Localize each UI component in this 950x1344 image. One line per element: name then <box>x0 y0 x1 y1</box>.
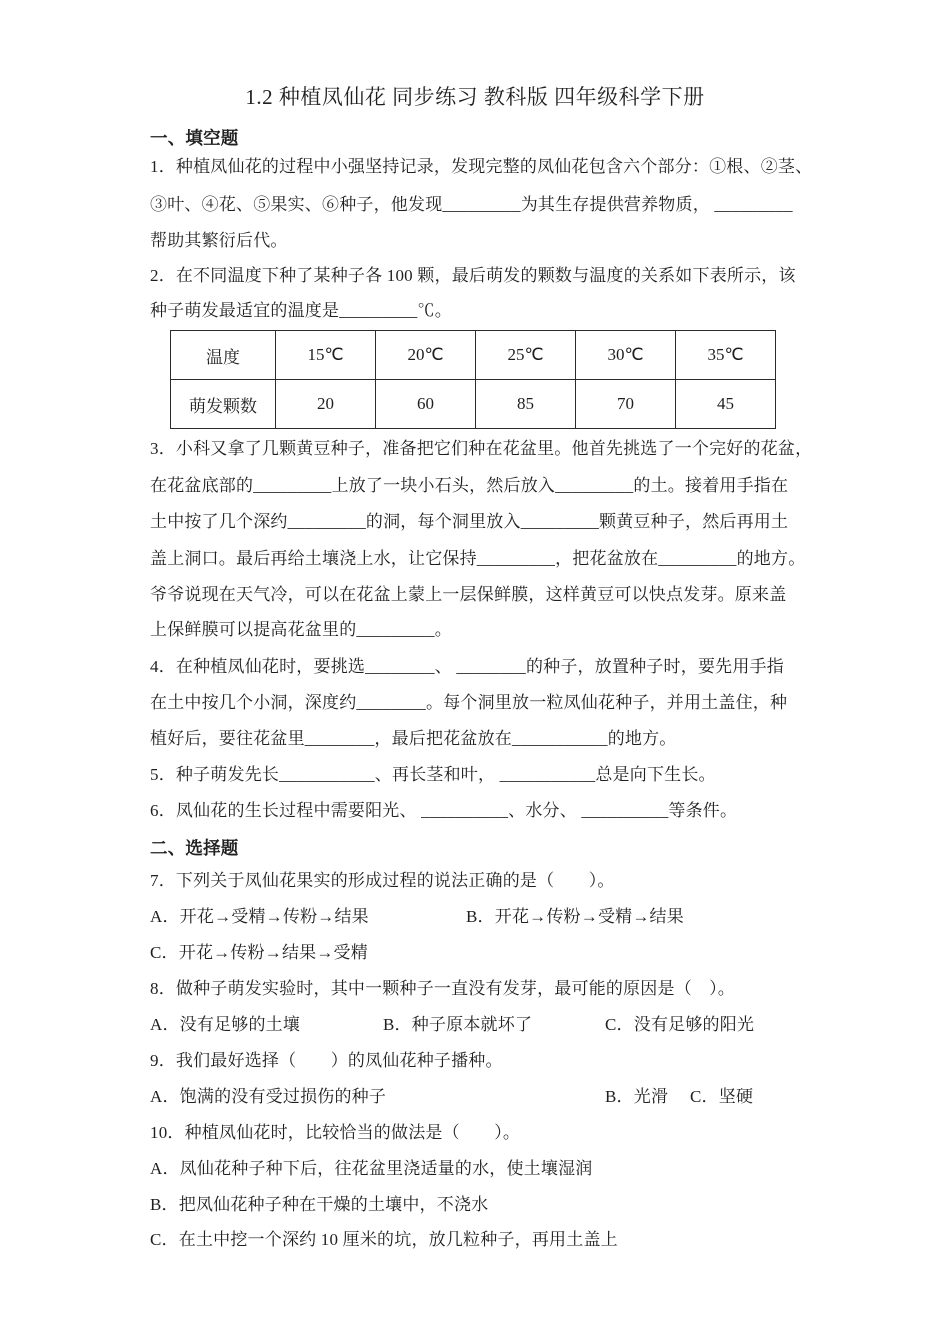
option-q8-b: B．种子原本就坏了 <box>383 1015 533 1034</box>
q3-line-2: 在花盆底部的_________上放了一块小石头，然后放入_________的土。接着用手指在 <box>150 476 789 495</box>
table-row-germinated-count <box>171 380 776 429</box>
germination-table <box>170 330 776 429</box>
option-q9-c: C．坚硬 <box>690 1087 754 1106</box>
table-cell: 25℃ <box>476 331 576 380</box>
q10-stem: 10．种植凤仙花时，比较恰当的做法是（ ）。 <box>150 1123 521 1142</box>
table-cell: 温度 <box>171 331 276 380</box>
doc-title: 1.2 种植凤仙花 同步练习 教科版 四年级科学下册 <box>245 85 705 109</box>
q4-line-2: 在土中按几个小洞，深度约________。每个洞里放一粒凤仙花种子，并用土盖住，种 <box>150 693 788 712</box>
table-cell: 20 <box>276 380 376 429</box>
q6-line: 6．凤仙花的生长过程中需要阳光、 __________、水分、 __________等条件。 <box>150 801 738 820</box>
option-q7-b: B．开花→传粉→受精→结果 <box>466 907 684 926</box>
q7-options-row-2 <box>150 941 830 965</box>
q2-line-2: 种子萌发最适宜的温度是_________℃。 <box>150 301 452 320</box>
option-q10-b: B．把凤仙花种子种在干燥的土壤中，不浇水 <box>150 1195 489 1214</box>
q4-line-3: 植好后，要往花盆里________，最后把花盆放在___________的地方。 <box>150 729 677 748</box>
option-q8-c: C．没有足够的阳光 <box>605 1015 755 1034</box>
table-cell: 85 <box>476 380 576 429</box>
option-q10-a: A．凤仙花种子种下后，往花盆里浇适量的水，使土壤湿润 <box>150 1159 593 1178</box>
q9-stem: 9．我们最好选择（ ）的凤仙花种子播种。 <box>150 1051 503 1070</box>
q7-options-row-1 <box>150 905 830 929</box>
q2-line-1: 2．在不同温度下种了某种子各 100 颗，最后萌发的颗数与温度的关系如下表所示，该 <box>150 266 796 285</box>
option-q8-a: A．没有足够的土壤 <box>150 1015 301 1034</box>
option-q10-c: C．在土中挖一个深约 10 厘米的坑，放几粒种子，再用土盖上 <box>150 1230 618 1249</box>
q9-options-row <box>150 1085 830 1109</box>
q3-line-3: 土中按了几个深约_________的洞，每个洞里放入_________颗黄豆种子，然后再用土 <box>150 512 789 531</box>
table-cell: 35℃ <box>676 331 776 380</box>
option-q9-a: A．饱满的没有受过损伤的种子 <box>150 1087 387 1106</box>
q1-line-2: ③叶、④花、⑤果实、⑥种子，他发现_________为其生存提供营养物质， _________ <box>150 195 793 214</box>
q3-line-6: 上保鲜膜可以提高花盆里的_________。 <box>150 620 452 639</box>
table-cell: 45 <box>676 380 776 429</box>
option-q7-a: A．开花→受精→传粉→结果 <box>150 907 369 926</box>
q3-line-1: 3．小科又拿了几颗黄豆种子，准备把它们种在花盆里。他首先挑选了一个完好的花盆， <box>150 439 813 458</box>
table-cell: 60 <box>376 380 476 429</box>
q4-line-1: 4．在种植凤仙花时，要挑选________、 ________的种子，放置种子时，要先用手指 <box>150 657 784 676</box>
q8-stem: 8．做种子萌发实验时，其中一颗种子一直没有发芽，最可能的原因是（ ）。 <box>150 979 735 998</box>
table-cell: 萌发颗数 <box>171 380 276 429</box>
section-heading-choice: 二、选择题 <box>150 838 239 858</box>
table-row-temperature <box>171 331 776 380</box>
q3-line-4: 盖上洞口。最后再给土壤浇上水，让它保持_________，把花盆放在_________的地方。 <box>150 549 806 568</box>
option-q7-c: C．开花→传粉→结果→受精 <box>150 943 368 962</box>
q7-stem: 7．下列关于凤仙花果实的形成过程的说法正确的是（ ）。 <box>150 871 615 890</box>
section-heading-fill: 一、填空题 <box>150 128 239 148</box>
q1-line-3: 帮助其繁衍后代。 <box>150 231 288 250</box>
table-cell: 20℃ <box>376 331 476 380</box>
table-cell: 15℃ <box>276 331 376 380</box>
option-q9-b: B．光滑 <box>605 1087 669 1106</box>
table-cell: 70 <box>576 380 676 429</box>
q8-options-row <box>150 1013 830 1037</box>
q5-line: 5．种子萌发先长___________、再长茎和叶， ___________总是向下生长。 <box>150 765 716 784</box>
q1-line-1: 1．种植凤仙花的过程中小强坚持记录，发现完整的凤仙花包含六个部分：①根、②茎、 <box>150 157 813 176</box>
table-cell: 30℃ <box>576 331 676 380</box>
q3-line-5: 爷爷说现在天气冷，可以在花盆上蒙上一层保鲜膜，这样黄豆可以快点发芽。原来盖 <box>150 585 787 604</box>
